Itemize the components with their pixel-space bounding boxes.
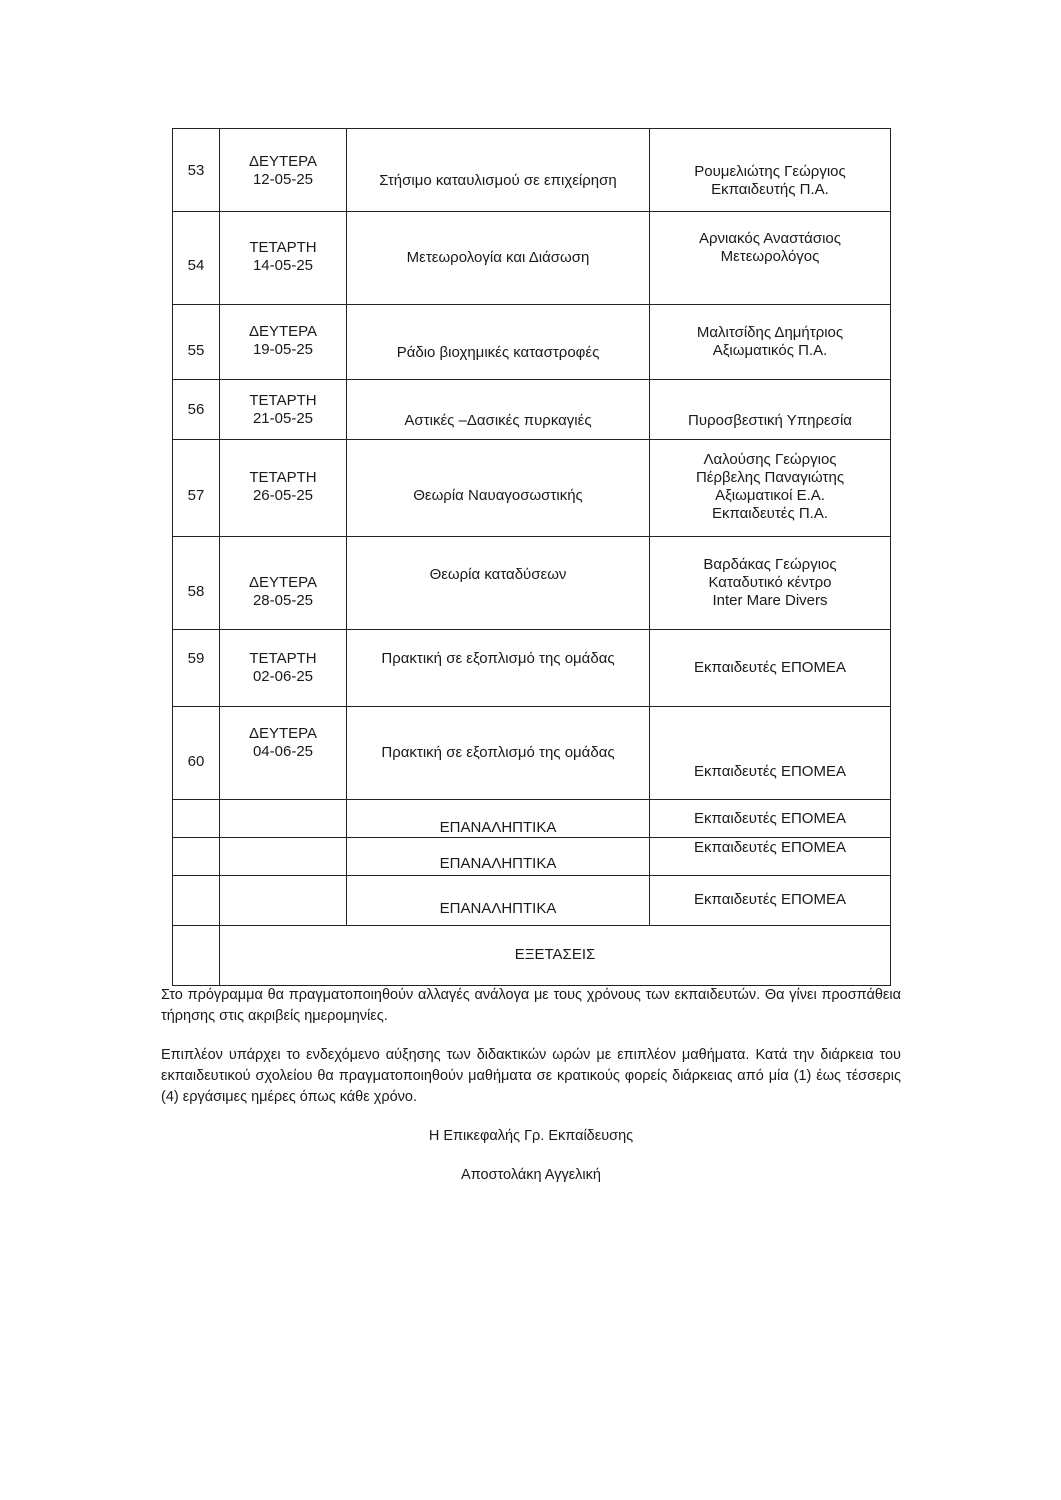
lesson-instructor-line: Ρουμελιώτης Γεώργιος (694, 163, 846, 180)
lesson-instructor (650, 230, 890, 266)
lesson-subject (347, 900, 649, 918)
lesson-subject (347, 487, 649, 505)
lesson-number (173, 583, 219, 601)
lesson-date-line: 21-05-25 (252, 410, 314, 428)
lesson-subject (347, 744, 649, 762)
lesson-number-line: 56 (187, 401, 205, 419)
lesson-subject-line: Θεωρία καταδύσεων (429, 566, 567, 584)
lesson-subject-cell (347, 837, 650, 875)
lesson-instructor-cell (650, 706, 891, 799)
lesson-subject (347, 172, 649, 190)
lesson-subject (347, 249, 649, 267)
additional-lessons-note: Επιπλέον υπάρχει το ενδεχόμενο αύξησης των διδακτικών ωρών με επιπλέον μαθήματα. Κατά την διάρκεια του εκπαιδευτικού σχολείου θα πραγματοποιηθούν μαθήματα σε κρατικούς φορείς διάρκειας από μία (1) έως τέσσερις (4) εργάσιμες ημέρες όπως κάθε χρόνο. (161, 1047, 901, 1105)
lesson-instructor-cell (650, 837, 891, 875)
lesson-subject-cell (347, 212, 650, 305)
table-row (173, 129, 891, 212)
lesson-subject-line: Στήσιμο καταυλισμού σε επιχείρηση (379, 172, 617, 189)
lesson-instructor (650, 891, 890, 909)
lesson-date-cell (220, 440, 347, 537)
lesson-number-cell (173, 129, 220, 212)
lesson-number (173, 650, 219, 668)
lesson-date-cell (220, 129, 347, 212)
lesson-instructor-line: Εκπαιδευτές ΕΠΟΜΕΑ (694, 762, 846, 780)
lesson-number-line: 59 (187, 649, 205, 667)
lesson-instructor-line: Εκπαιδευτές Π.Α. (711, 505, 829, 523)
lesson-instructor-line: Αξιωματικός Π.Α. (712, 342, 828, 360)
lesson-number-cell (173, 875, 220, 925)
lesson-subject-cell (347, 706, 650, 799)
lesson-date-cell (220, 799, 347, 837)
lesson-number-cell (173, 537, 220, 629)
lesson-date-cell (220, 305, 347, 380)
lesson-subject-cell (347, 875, 650, 925)
lesson-date-line: ΔΕΥΤΕΡΑ (248, 323, 318, 341)
lesson-instructor-line: Καταδυτικό κέντρο (708, 574, 832, 592)
lesson-date-line: ΤΕΤΑΡΤΗ (249, 469, 317, 487)
lesson-subject-cell (347, 305, 650, 380)
table-row (173, 380, 891, 440)
lesson-instructor-cell (650, 380, 891, 440)
lesson-number-cell (173, 380, 220, 440)
schedule-body (173, 129, 891, 986)
lesson-subject-line: ΕΠΑΝΑΛΗΠΤΙΚΑ (439, 854, 557, 872)
lesson-date-line: 26-05-25 (252, 487, 314, 505)
lesson-number-cell (173, 440, 220, 537)
lesson-instructor-line: Inter Mare Divers (712, 592, 828, 610)
lesson-date (220, 574, 346, 610)
lesson-instructor-line: Εκπαιδευτές ΕΠΟΜΕΑ (694, 658, 846, 676)
exams-label-line: ΕΞΕΤΑΣΕΙΣ (514, 945, 596, 963)
lesson-number-cell (173, 706, 220, 799)
lesson-instructor-line: Εκπαιδευτές ΕΠΟΜΕΑ (694, 838, 846, 856)
lesson-number-line: 57 (187, 487, 205, 505)
lesson-date-cell (220, 706, 347, 799)
table-row (173, 537, 891, 629)
table-row (173, 837, 891, 875)
lesson-instructor-line: Αρνιακός Αναστάσιος (699, 230, 841, 248)
lesson-instructor-cell (650, 129, 891, 212)
lesson-date-line: 14-05-25 (252, 257, 314, 275)
lesson-subject-line: ΕΠΑΝΑΛΗΠΤΙΚΑ (439, 899, 557, 917)
exams-row (173, 925, 891, 985)
lesson-instructor-cell (650, 212, 891, 305)
lesson-instructor-cell (650, 305, 891, 380)
lesson-date-line: ΔΕΥΤΕΡΑ (248, 153, 318, 170)
lesson-instructor-line: Πυροσβεστική Υπηρεσία (688, 412, 852, 430)
lesson-date-cell (220, 212, 347, 305)
lesson-date (220, 469, 346, 505)
lesson-number (173, 162, 219, 180)
lesson-instructor-line: Αξιωματικοί Ε.Α. (715, 487, 825, 505)
table-row (173, 212, 891, 305)
table-row (173, 706, 891, 799)
lesson-number (173, 257, 219, 275)
lesson-number-line: 54 (187, 257, 205, 275)
lesson-date-line: 04-06-25 (252, 742, 314, 760)
lesson-number-cell (173, 629, 220, 706)
lesson-subject (347, 344, 649, 362)
schedule-note: Στο πρόγραμμα θα πραγματοποιηθούν αλλαγές ανάλογα με τους χρόνους των εκπαιδευτών. Θα γίνει προσπάθεια τήρησης στις ακριβείς ημερομηνίες. (161, 987, 901, 1024)
lesson-instructor-line: Μαλιτσίδης Δημήτριος (696, 324, 844, 342)
lesson-subject-line: Αστικές –Δασικές πυρκαγιές (404, 412, 592, 430)
lesson-subject (347, 566, 649, 584)
lesson-instructor (650, 412, 890, 430)
lesson-instructor-line: Λαλούσης Γεώργιος (703, 451, 837, 469)
lesson-instructor-line: Μετεωρολόγος (720, 248, 820, 266)
lesson-subject-line: Θεωρία Ναυαγοσωστικής (413, 487, 583, 505)
lesson-date (220, 392, 346, 428)
lesson-subject-line: ΕΠΑΝΑΛΗΠΤΙΚΑ (439, 818, 557, 836)
lesson-number (173, 401, 219, 419)
lesson-number (173, 753, 219, 771)
lesson-number (173, 342, 219, 360)
lesson-instructor-line: Εκπαιδευτής Π.Α. (711, 181, 829, 198)
lesson-date-line: 19-05-25 (252, 341, 314, 359)
lesson-instructor-cell (650, 629, 891, 706)
lesson-subject-cell (347, 129, 650, 212)
lesson-instructor-cell (650, 799, 891, 837)
lesson-instructor-cell (650, 537, 891, 629)
lesson-instructor (650, 839, 890, 857)
lesson-date-line: ΔΕΥΤΕΡΑ (248, 724, 318, 742)
table-row (173, 875, 891, 925)
lesson-date (220, 725, 346, 761)
lesson-subject-cell (347, 629, 650, 706)
lesson-instructor (650, 451, 890, 523)
lesson-number (173, 487, 219, 505)
lesson-subject (347, 819, 649, 837)
lesson-date (220, 650, 346, 686)
lesson-date-line: ΤΕΤΑΡΤΗ (249, 649, 317, 667)
lesson-date (220, 153, 346, 189)
table-row (173, 440, 891, 537)
lesson-date-cell (220, 875, 347, 925)
lesson-number-cell (173, 799, 220, 837)
lesson-subject-cell (347, 537, 650, 629)
lesson-instructor-line: Εκπαιδευτές ΕΠΟΜΕΑ (694, 809, 846, 827)
lesson-instructor (650, 163, 890, 199)
lesson-subject (347, 650, 649, 668)
lesson-date-line: 28-05-25 (252, 592, 314, 610)
lesson-number-line: 58 (187, 583, 205, 601)
lesson-subject-cell (347, 799, 650, 837)
exams-cell (220, 925, 891, 985)
lesson-date-line: ΔΕΥΤΕΡΑ (248, 574, 318, 592)
lesson-date-line: ΤΕΤΑΡΤΗ (249, 392, 317, 410)
lesson-date-line: 12-05-25 (252, 171, 314, 188)
lesson-subject (347, 855, 649, 873)
lesson-instructor (650, 659, 890, 677)
exams-blank-cell (173, 925, 220, 985)
lesson-subject-cell (347, 380, 650, 440)
lesson-date-line: ΤΕΤΑΡΤΗ (249, 239, 317, 257)
lesson-instructor-cell (650, 875, 891, 925)
lesson-date-cell (220, 629, 347, 706)
lesson-date (220, 239, 346, 275)
lesson-instructor (650, 556, 890, 610)
lesson-instructor-cell (650, 440, 891, 537)
lesson-instructor (650, 324, 890, 360)
table-row (173, 629, 891, 706)
signature-name: Αποστολάκη Αγγελική (461, 1167, 601, 1183)
schedule-table (172, 128, 891, 986)
lesson-date (220, 323, 346, 359)
lesson-subject-line: Πρακτική σε εξοπλισμό της ομάδας (381, 649, 615, 667)
lesson-number-cell (173, 212, 220, 305)
lesson-number-line: 60 (187, 752, 205, 770)
lesson-subject-line: Ράδιο βιοχημικές καταστροφές (396, 344, 600, 362)
lesson-number-cell (173, 837, 220, 875)
lesson-date-cell (220, 837, 347, 875)
lesson-subject-line: Μετεωρολογία και Διάσωση (406, 249, 590, 267)
lesson-date-line: 02-06-25 (252, 667, 314, 685)
lesson-number-line: 55 (187, 342, 205, 360)
lesson-instructor (650, 763, 890, 781)
lesson-subject-cell (347, 440, 650, 537)
signature-title: Η Επικεφαλής Γρ. Εκπαίδευσης (428, 1128, 634, 1144)
lesson-number-cell (173, 305, 220, 380)
exams-label (220, 946, 890, 964)
lesson-instructor-line: Πέρβελης Παναγιώτης (695, 469, 845, 487)
lesson-date-cell (220, 537, 347, 629)
table-row (173, 799, 891, 837)
lesson-instructor (650, 810, 890, 828)
lesson-date-cell (220, 380, 347, 440)
lesson-instructor-line: Εκπαιδευτές ΕΠΟΜΕΑ (694, 890, 846, 908)
lesson-subject (347, 412, 649, 430)
lesson-number-line: 53 (187, 162, 205, 179)
table-row (173, 305, 891, 380)
lesson-instructor-line: Βαρδάκας Γεώργιος (703, 556, 837, 574)
lesson-subject-line: Πρακτική σε εξοπλισμό της ομάδας (381, 743, 615, 761)
